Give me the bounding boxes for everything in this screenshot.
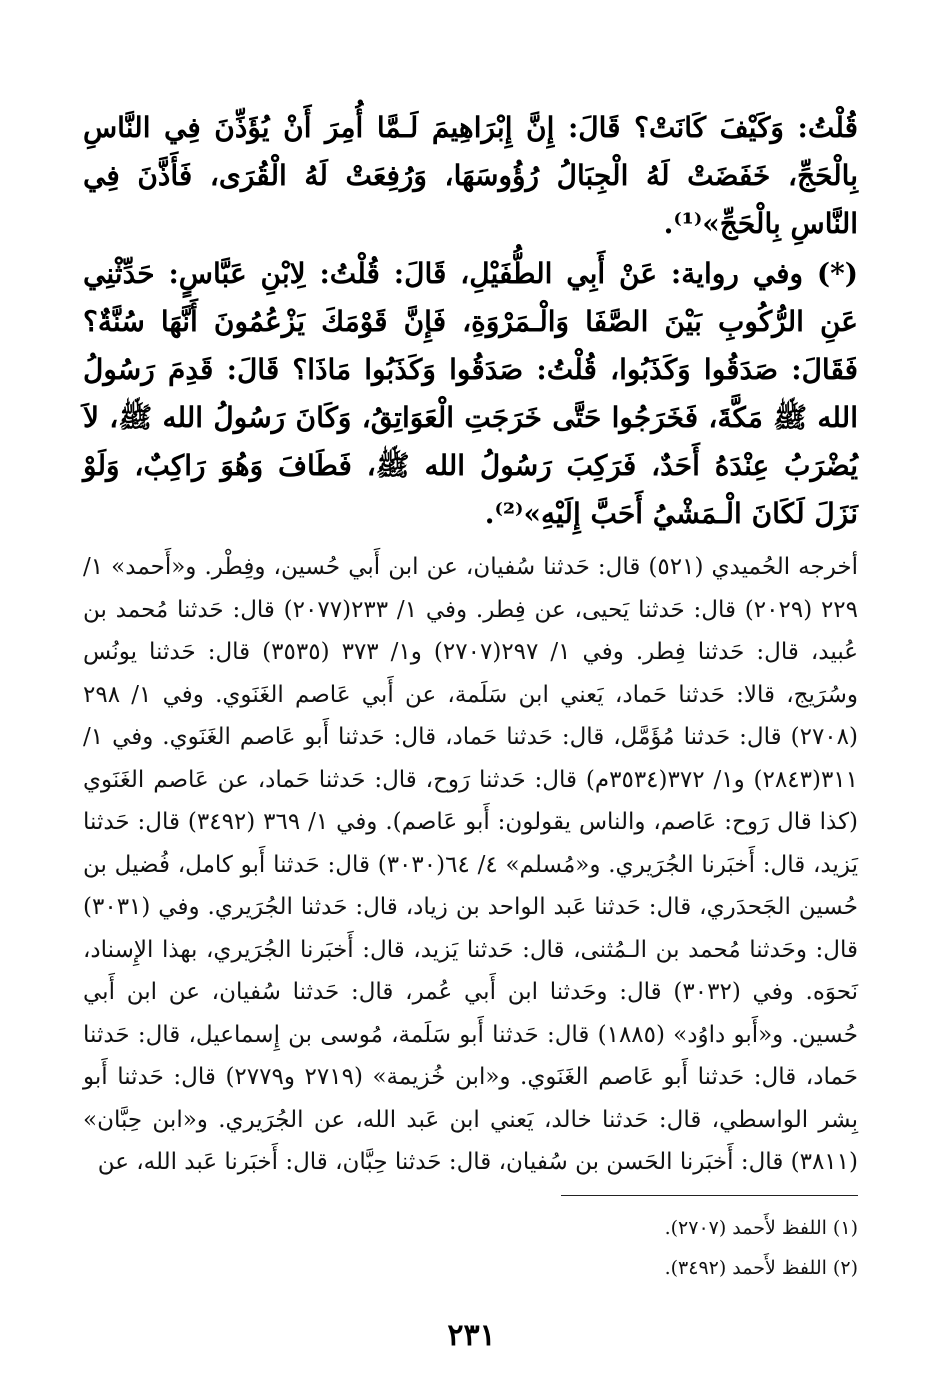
footnote-2: (٢) اللفظ لأَحمد (٣٤٩٢). (664, 1257, 858, 1279)
hadith-text-2: (*) وفي رواية: عَنْ أَبِي الطُّفَيْلِ، قَالَ: قُلْتُ: لِابْنِ عَبَّاسٍ: حَدِّثْنِي عَنِ الرُّكُوبِ بَيْنَ الصَّفَا وَالْـمَرْوَةِ، فَإِنَّ قَوْمَكَ يَزْعُمُونَ أَنَّهَا سُنَّةٌ؟ فَقَالَ: صَدَقُوا وَكَذَبُوا، قُلْتُ: صَدَقُوا وَكَذَبُوا مَاذَا؟ قَالَ: قَدِمَ رَسُولُ الله ﷺ مَكَّةَ، فَخَرَجُوا حَتَّى خَرَجَتِ الْعَوَاتِقُ، وَكَانَ رَسُولُ الله ﷺ، لاَ يُضْرَبُ عِنْدَهُ أَحَدٌ، فَرَكِبَ رَسُولُ الله ﷺ، فَطَافَ وَهُوَ رَاكِبٌ، وَلَوْ نَزَلَ لَكَانَ الْـمَشْيُ أَحَبَّ إِلَيْهِ»⁽²⁾. (83, 257, 858, 530)
takhrij-text: أخرجه الحُميدي (٥٢١) قال: حَدثنا سُفيان، عن ابن أَبي حُسين، وفِطْر. و«أَحمد» ١/ ٢٢٩ (٢٠٢٩) قال: حَدثنا يَحيى، عن فِطر. وفي ١/ ٢٣٣(٢٠٧٧) قال: حَدثنا مُحمد بن عُبيد، قال: حَدثنا فِطر. وفي ١/ ٢٩٧(٢٧٠٧) و١/ ٣٧٣ (٣٥٣٥) قال: حَدثنا يونُس وسُرَيج، قالا: حَدثنا حَماد، يَعني ابن سَلَمة، عن أَبي عَاصم الغَنَوي. وفي ١/ ٢٩٨ (٢٧٠٨) قال: حَدثنا مُؤَمَّل، قال: حَدثنا حَماد، قال: حَدثنا أَبو عَاصم الغَنَوي. وفي ١/ ٣١١(٢٨٤٣) و١/ ٣٧٢(٣٥٣٤م) قال: حَدثنا رَوح، قال: حَدثنا حَماد، عن عَاصم الغَنَوي (كذا قال رَوح: عَاصم، والناس يقولون: أَبو عَاصم). وفي ١/ ٣٦٩ (٣٤٩٢) قال: حَدثنا يَزيد، قال: أَخبَرنا الجُرَيري. و«مُسلم» ٤/ ٦٤(٣٠٣٠) قال: حَدثنا أَبو كامل، فُضيل بن حُسين الجَحدَري، قال: حَدثنا عَبد الواحد بن زياد، قال: حَدثنا الجُرَيري. وفي (٣٠٣١) قال: وحَدثنا مُحمد بن الـمُثنى، قال: حَدثنا يَزيد، قال: أَخبَرنا الجُرَيري، بهذا الإِسناد، نَحوَه. وفي (٣٠٣٢) قال: وحَدثنا ابن أَبي عُمر، قال: حَدثنا سُفيان، عن ابن أَبي حُسين. و«أَبو داوُد» (١٨٨٥) قال: حَدثنا أَبو سَلَمة، مُوسى بن إِسماعيل، قال: حَدثنا حَماد، قال: حَدثنا أَبو عَاصم الغَنَوي. و«ابن خُزيمة» (٢٧١٩ و٢٧٧٩) قال: حَدثنا أَبو بِشر الواسطي، قال: حَدثنا خالد، يَعني ابن عَبد الله، عن الجُرَيري. و«ابن حِبَّان» (٣٨١١) قال: أَخبَرنا الحَسن بن سُفيان، قال: حَدثنا حِبَّان، قال: أَخبَرنا عَبد الله، عن (83, 554, 859, 1175)
main-text (83, 104, 858, 1184)
hadith-text-1: قُلْتُ: وَكَيْفَ كَانَتْ؟ قَالَ: إِنَّ إِبْرَاهِيمَ لَـمَّا أُمِرَ أَنْ يُؤَذِّنَ فِي النَّاسِ بِالْحَجِّ، خَفَضَتْ لَهُ الْجِبَالُ رُؤُوسَهَا، وَرُفِعَتْ لَهُ الْقُرَى، فَأَذَّنَ فِي النَّاسِ بِالْحَجِّ»⁽¹⁾. (83, 111, 858, 240)
page-number: ٢٣١ (447, 1318, 496, 1353)
footnote-separator (561, 1195, 858, 1196)
footnotes (83, 1208, 858, 1288)
footnote-1: (١) اللفظ لأَحمد (٢٧٠٧). (664, 1217, 858, 1239)
